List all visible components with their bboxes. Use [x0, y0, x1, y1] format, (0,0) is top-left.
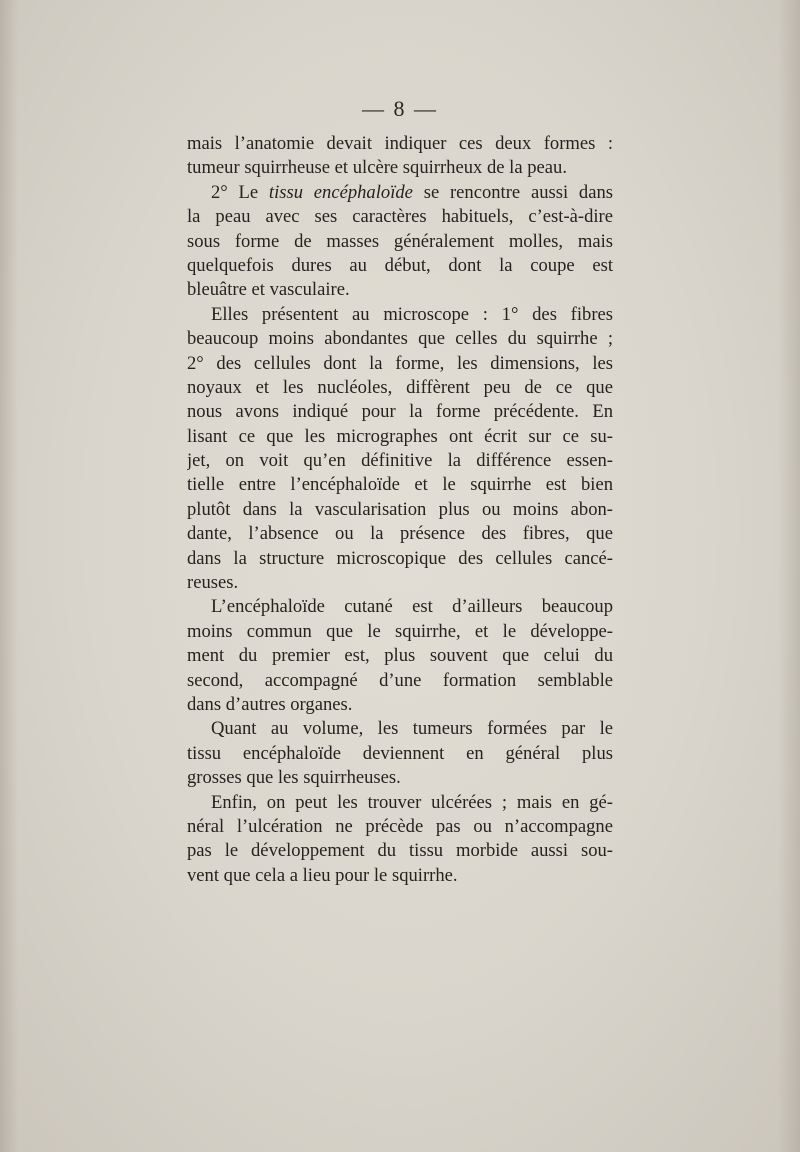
paragraph [187, 717, 613, 790]
text-line [187, 791, 613, 815]
text-line: lisant ce que les micrographes ont écrit sur ce su- [187, 425, 613, 447]
text-line: noyaux et les nucléoles, diffèrent peu de ce que [187, 376, 613, 398]
paragraph [187, 303, 613, 596]
text-line: sous forme de masses généralement molles, mais [187, 230, 613, 252]
text-line: quelquefois dures au début, dont la coupe est [187, 254, 613, 276]
text-line: vent que cela a lieu pour le squirrhe. [187, 864, 458, 886]
italic-term: tissu encéphaloïde [268, 181, 413, 203]
paragraph [187, 595, 613, 717]
body-text [187, 132, 613, 888]
text-line: grosses que les squirrheuses. [187, 767, 401, 789]
text-line: mais l’anatomie devait indiquer ces deux formes : [187, 133, 613, 154]
text-line: néral l’ulcération ne précède pas ou n’accompagne [187, 815, 613, 837]
text-line: dans d’autres organes. [187, 693, 353, 715]
page-edge-shadow-left [0, 0, 18, 1152]
text-line: second, accompagné d’une formation semblable [187, 669, 613, 691]
text-line-content: Enfin, on peut les trouver ulcérées ; mais en gé- [211, 791, 613, 813]
text-line-content: Quant au volume, les tumeurs formées par le [211, 718, 613, 740]
text-line [187, 595, 613, 619]
paragraph [187, 132, 613, 181]
text-line: beaucoup moins abondantes que celles du squirrhe ; [187, 328, 613, 350]
text-line [187, 303, 613, 327]
text-line [187, 717, 613, 741]
text-line: moins commun que le squirrhe, et le développe- [187, 620, 613, 642]
text-line: jet, on voit qu’en définitive la différence essen- [187, 450, 613, 472]
text-line: la peau avec ses caractères habituels, c’est-à-dire [187, 206, 613, 228]
text-line: 2° des cellules dont la forme, les dimensions, les [187, 352, 613, 374]
text-line: tumeur squirrheuse et ulcère squirrheux de la peau. [187, 157, 567, 179]
paragraph [187, 791, 613, 889]
text-line-content: Elles présentent au microscope : 1° des fibres [211, 303, 613, 325]
page-number: — 8 — [362, 96, 438, 121]
text-line: reuses. [187, 572, 239, 594]
text-line: tissu encéphaloïde deviennent en général plus [187, 742, 613, 764]
text-line: nous avons indiqué pour la forme précédente. En [187, 401, 613, 423]
text-line-content: L’encéphaloïde cutané est d’ailleurs beaucoup [211, 596, 613, 618]
text-line [187, 181, 613, 205]
page-edge-shadow-right [778, 0, 800, 1152]
text-line: dante, l’absence ou la présence des fibres, que [187, 523, 613, 545]
paragraph [187, 181, 613, 303]
text-line-content: 2° Le tissu encéphaloïde se rencontre aussi dans [211, 181, 613, 203]
text-line: tielle entre l’encéphaloïde et le squirrhe est bien [187, 474, 613, 496]
text-line: pas le développement du tissu morbide aussi sou- [187, 840, 613, 862]
text-line: bleuâtre et vasculaire. [187, 279, 350, 301]
text-line: dans la structure microscopique des cellules cancé- [187, 547, 613, 569]
text-line: plutôt dans la vascularisation plus ou moins abon- [187, 498, 613, 520]
text-line: ment du premier est, plus souvent que celui du [187, 645, 613, 667]
